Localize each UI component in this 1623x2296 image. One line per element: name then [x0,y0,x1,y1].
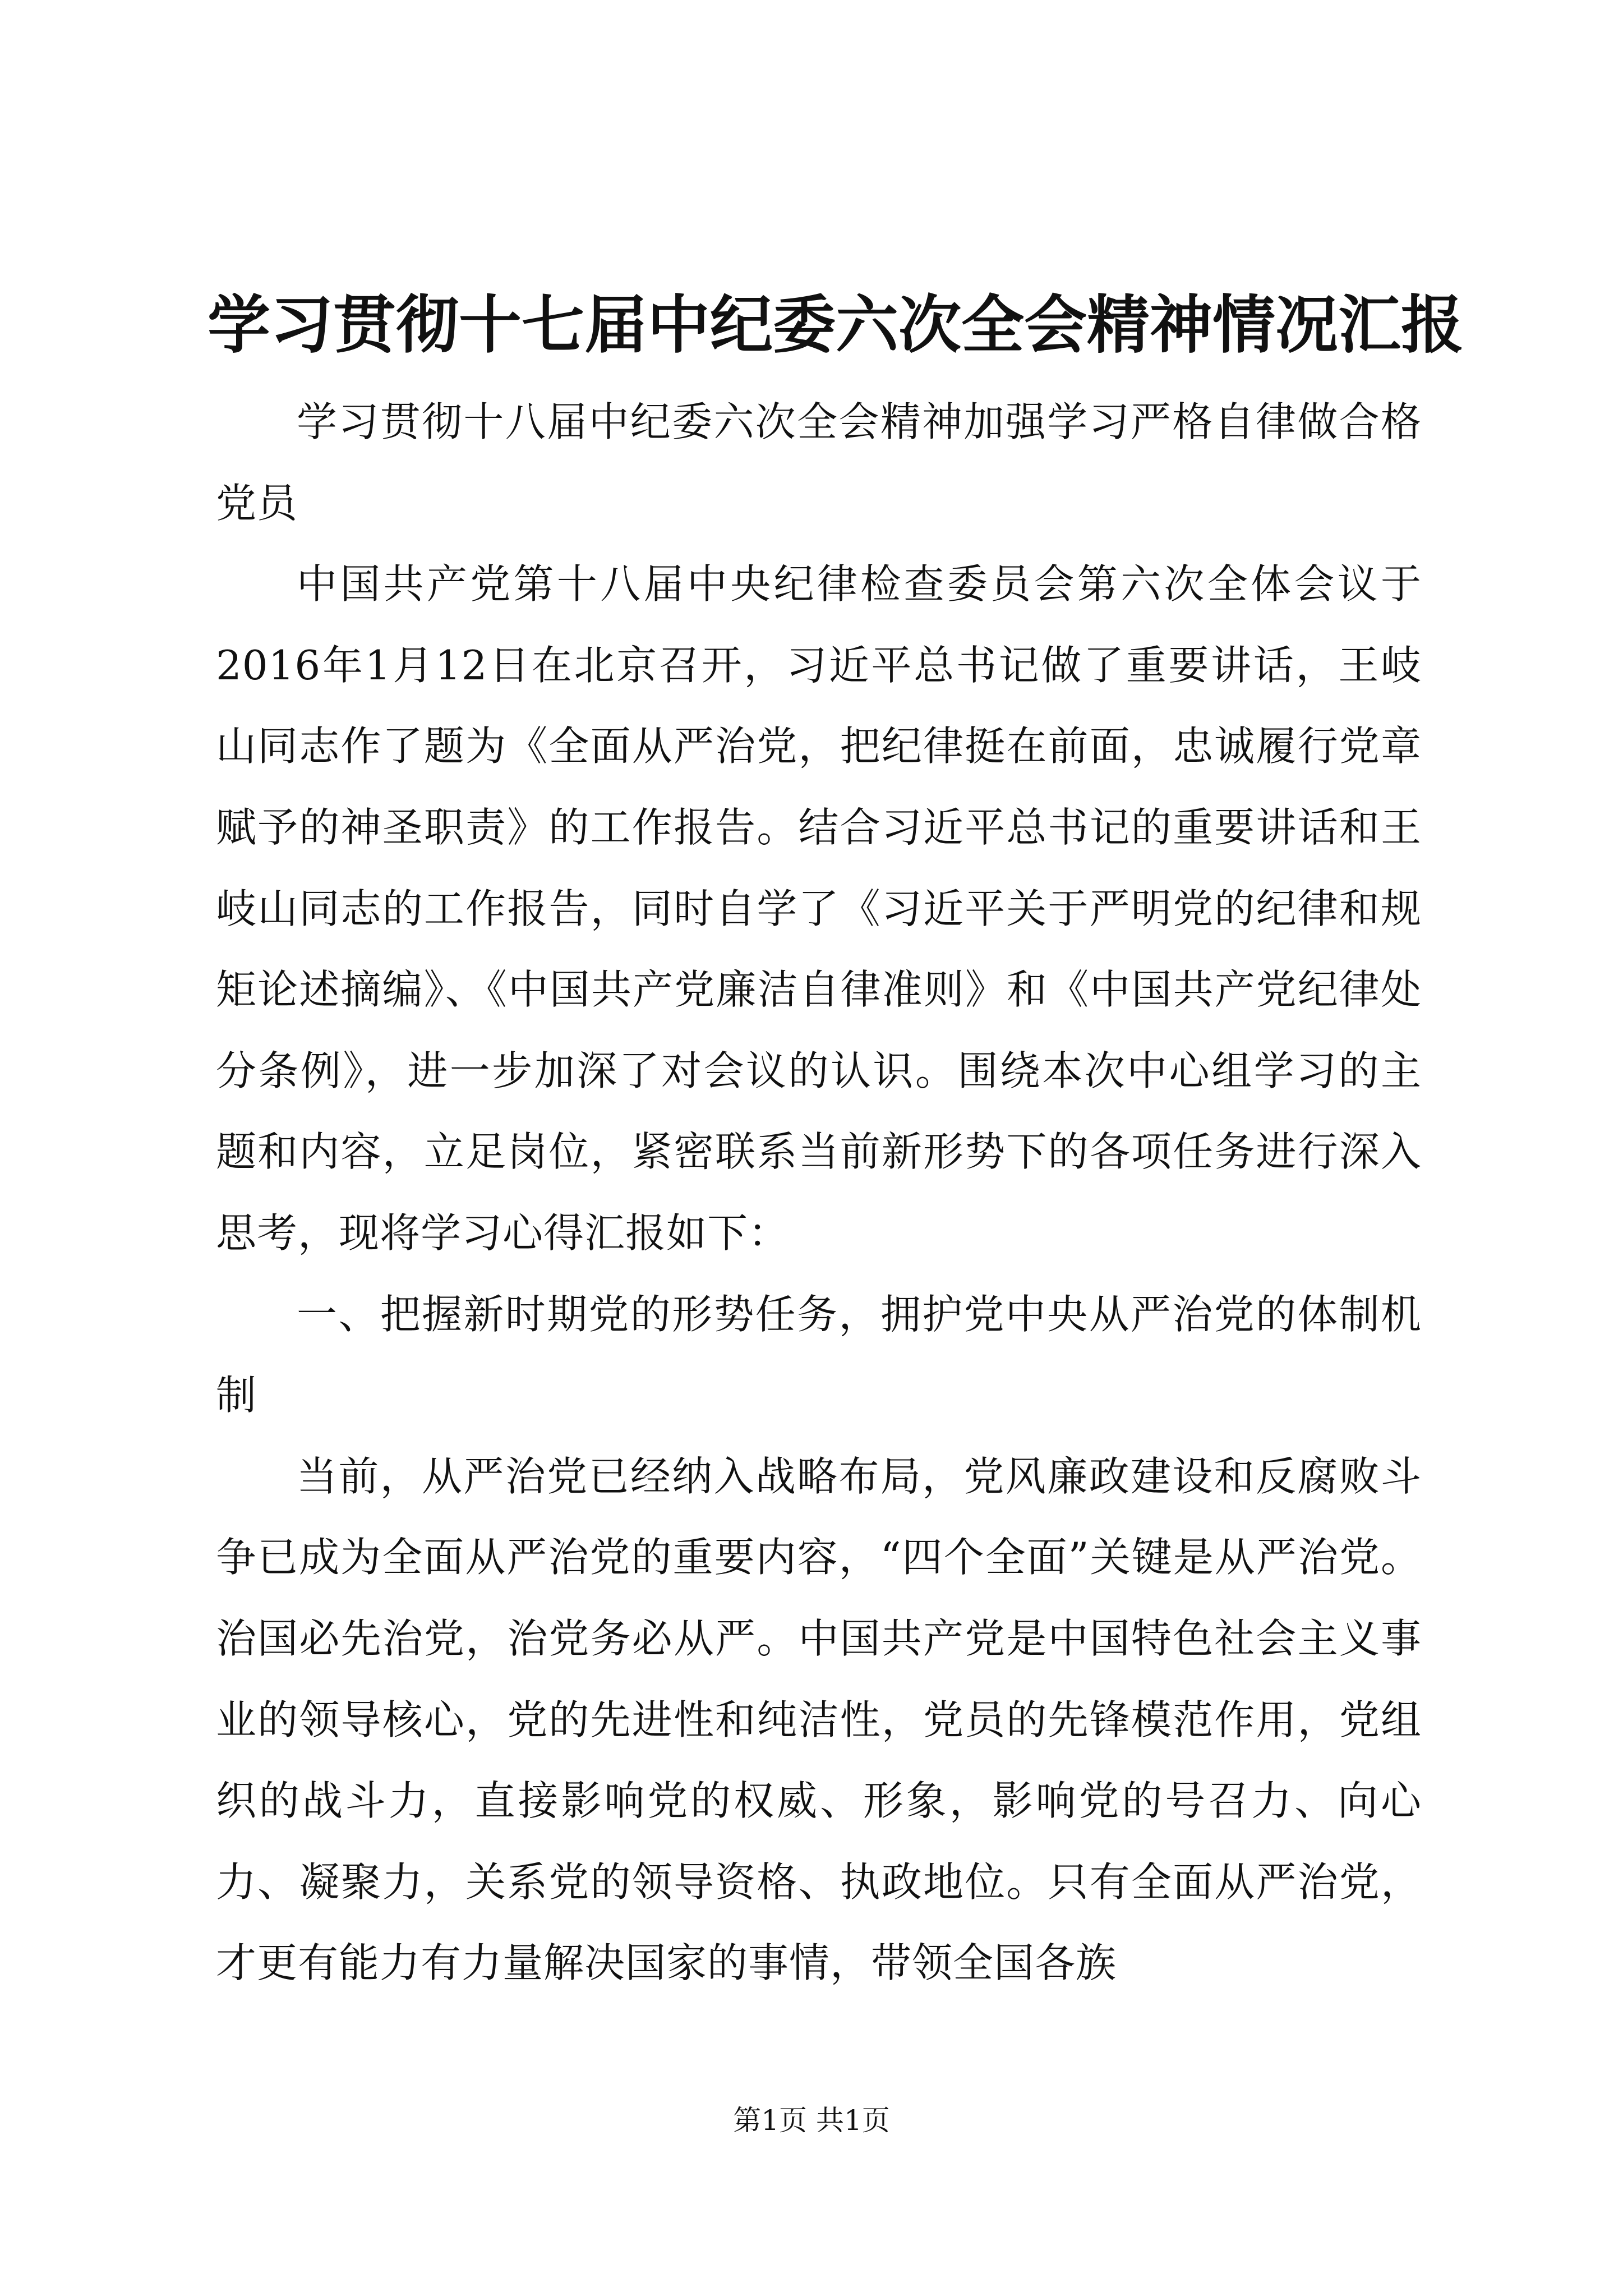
paragraph-intro: 中国共产党第十八届中央纪律检查委员会第六次全体会议于2016年1月12日在北京召开，习近平总书记做了重要讲话，王岐山同志作了题为《全面从严治党，把纪律挺在前面，忠诚履行党章赋予的神圣职责》的工作报告。结合习近平总书记的重要讲话和王岐山同志的工作报告，同时自学了《习近平关于严明党的纪律和规矩论述摘编》、《中国共产党廉洁自律准则》和《中国共产党纪律处分条例》，进一步加深了对会议的认识。围绕本次中心组学习的主题和内容，立足岗位，紧密联系当前新形势下的各项任务进行深入思考，现将学习心得汇报如下： [216,560,1422,1257]
paragraph-section-body: 当前，从严治党已经纳入战略布局，党风廉政建设和反腐败斗争已成为全面从严治党的重要内容，“四个全面”关键是从严治党。治国必先治党，治党务必从严。中国共产党是中国特色社会主义事业的领导核心，党的先进性和纯洁性，党员的先锋模范作用，党组织的战斗力，直接影响党的权威、形象，影响党的号召力、向心力、凝聚力，关系党的领导资格、执政地位。只有全面从严治党，才更有能力有力量解决国家的事情，带领全国各族 [216,1452,1422,1987]
page-footer: 第1页 共1页 [733,2104,890,2137]
paragraph-section-heading: 一、把握新时期党的形势任务，拥护党中央从严治党的体制机制 [216,1290,1422,1419]
paragraph-subtitle: 学习贯彻十八届中纪委六次全会精神加强学习严格自律做合格党员 [216,398,1422,527]
document-title: 学习贯彻十七届中纪委六次全会精神情况汇报 [208,288,1464,362]
document-body [216,381,1422,2004]
